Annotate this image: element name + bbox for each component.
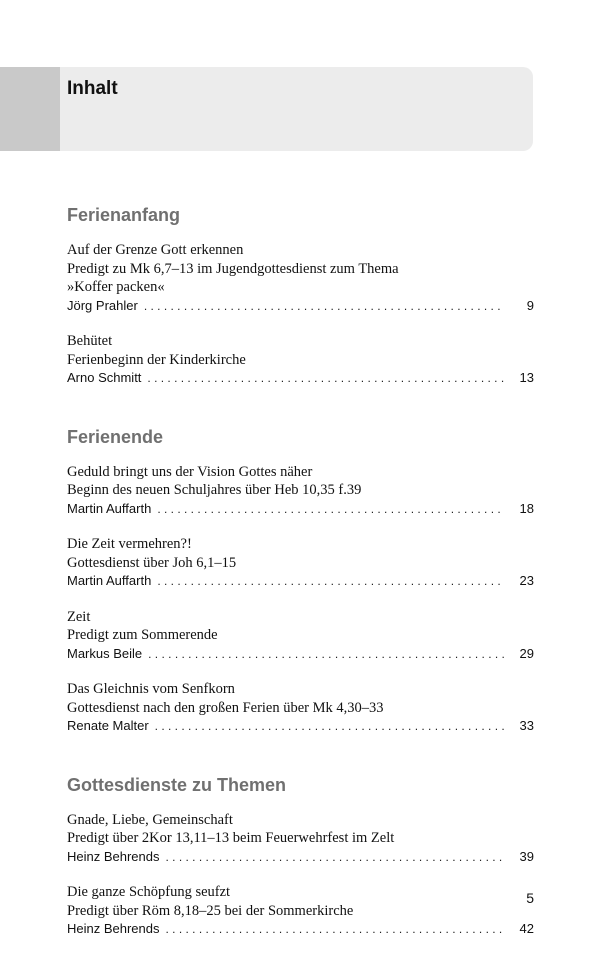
entry-subtitle: »Koffer packen« (67, 279, 165, 295)
entry-subtitle: Ferienbeginn der Kinderkirche (67, 351, 246, 368)
author-row (67, 500, 534, 519)
entry-title: Die ganze Schöpfung seufzt (67, 884, 231, 900)
entry-title: Behütet (67, 333, 113, 349)
toc-entry (67, 811, 534, 867)
entry-title: Das Gleichnis vom Senfkorn (67, 681, 235, 697)
entry-subtitle: Predigt über 2Kor 13,11–13 beim Feuerwehrfest im Zelt (67, 830, 395, 846)
entry-subtitle: Predigt über Röm 8,18–25 bei der Sommerkirche (67, 902, 354, 919)
entry-title: Die Zeit vermehren?! (67, 536, 192, 552)
author-row (67, 920, 534, 939)
entry-author: Arno Schmitt (67, 370, 142, 385)
entry-page-number: 23 (519, 573, 534, 588)
entry-title: Gnade, Liebe, Gemeinschaft (67, 811, 233, 828)
author-row (67, 297, 534, 316)
dot-leader (157, 572, 504, 591)
entry-page-number: 33 (519, 718, 534, 733)
entry-page-number: 13 (519, 370, 534, 385)
entry-page-number: 39 (519, 848, 534, 864)
entry-author: Jörg Prahler (67, 297, 138, 313)
dot-leader (148, 645, 504, 664)
author-row (67, 848, 534, 867)
toc-entry (67, 332, 534, 388)
toc-entry (67, 883, 534, 939)
section-heading: Gottesdienste zu Themen (67, 774, 287, 795)
dot-leader (147, 369, 504, 388)
table-of-contents (67, 166, 534, 939)
author-row (67, 645, 534, 664)
entry-author: Heinz Behrends (67, 848, 160, 864)
entry-title: Geduld bringt uns der Vision Gottes näher (67, 463, 313, 480)
toc-entry (67, 241, 534, 315)
page-number: 5 (526, 890, 534, 906)
entry-author: Martin Auffarth (67, 573, 152, 588)
entry-title: Auf der Grenze Gott erkennen (67, 242, 244, 258)
entry-page-number: 18 (519, 500, 534, 516)
section-heading: Ferienanfang (67, 205, 181, 225)
dot-leader (144, 297, 504, 316)
author-row (67, 572, 534, 591)
dot-leader (166, 920, 505, 939)
entry-page-number: 42 (519, 921, 534, 936)
dot-leader (157, 500, 504, 519)
entry-subtitle: Predigt zu Mk 6,7–13 im Jugendgottesdienst zum Thema (67, 260, 399, 277)
author-row (67, 717, 534, 736)
page-title: Inhalt (67, 78, 118, 99)
entry-page-number: 9 (526, 297, 534, 313)
entry-subtitle: Gottesdienst über Joh 6,1–15 (67, 554, 237, 571)
entry-author: Renate Malter (67, 718, 149, 733)
toc-entry (67, 608, 534, 664)
header-accent-block (0, 67, 60, 151)
entry-subtitle: Beginn des neuen Schuljahres über Heb 10,35 f.39 (67, 482, 362, 498)
toc-entry (67, 463, 534, 519)
section-heading: Ferienende (67, 426, 164, 447)
dot-leader (155, 717, 504, 736)
toc-entry (67, 680, 534, 736)
author-row (67, 369, 534, 388)
entry-subtitle: Predigt zum Sommerende (67, 627, 218, 643)
toc-entry (67, 535, 534, 591)
entry-page-number: 29 (519, 645, 534, 661)
entry-author: Heinz Behrends (67, 921, 160, 936)
entry-author: Markus Beile (67, 645, 143, 661)
entry-author: Martin Auffarth (67, 500, 152, 516)
dot-leader (166, 848, 505, 867)
entry-title: Zeit (67, 608, 91, 625)
entry-subtitle: Gottesdienst nach den großen Ferien über Mk 4,30–33 (67, 699, 384, 716)
